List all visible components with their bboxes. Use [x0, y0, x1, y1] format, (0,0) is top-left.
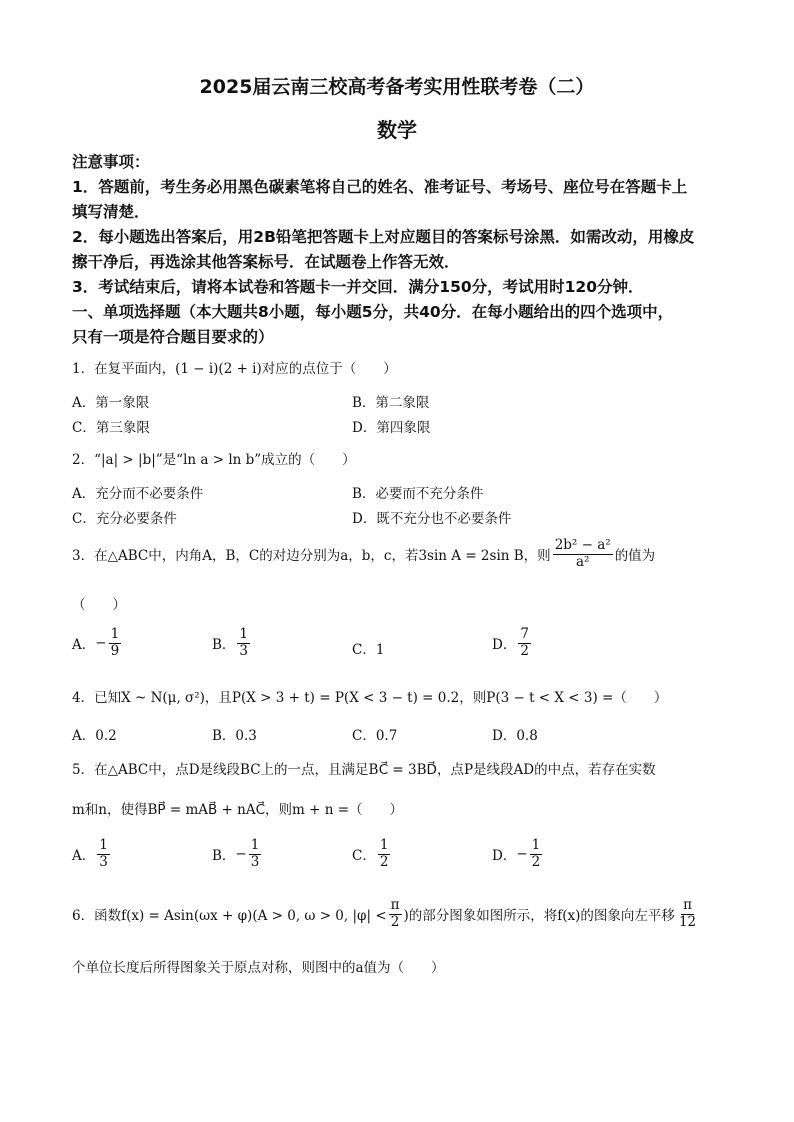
question-3-stem-tail: 的值为 — [614, 548, 656, 565]
question-4-stem: 4．已知X ~ N(μ, σ²)，且P(X > 3 + t) = P(X < 3 − t) = 0.2，则P(3 − t < X < 3) =（ ） — [72, 690, 668, 706]
fraction-denominator: 12 — [678, 913, 697, 930]
fraction-numerator: 1 — [110, 626, 120, 642]
question-5-option-c — [352, 838, 392, 870]
question-3-answer-paren: （ ） — [72, 597, 126, 613]
question-3-stem-line — [72, 538, 655, 570]
fraction-numerator: 1 — [250, 837, 260, 853]
note-line: 3．考试结束后，请将本试卷和答题卡一并交回．满分150分，考试用时120分钟． — [72, 278, 644, 296]
fraction-denominator: 9 — [110, 642, 120, 659]
fraction-numerator: 1 — [239, 626, 249, 642]
question-3-stem: 3．在△ABC中，内角A，B，C的对边分别为a，b，c，若3sin A = 2sin B，则 — [72, 548, 551, 565]
option-sign: − — [95, 635, 107, 652]
question-2-option-a: A．充分而不必要条件 — [72, 486, 204, 502]
fraction-numerator: 1 — [99, 837, 108, 853]
option-value: 1 — [375, 642, 385, 658]
option-label: D． — [492, 637, 517, 654]
question-6-stem-mid: )的部分图象如图所示，将f(x)的图象向左平移 — [403, 908, 675, 925]
pi-over-2-fraction — [389, 898, 402, 930]
question-5-stem: 5．在△ABC中，点D是线段BC上的一点，且满足BC⃗ = 3BD⃗，点P是线段AD的中点，若存在实数 — [72, 762, 656, 778]
question-5-stem-cont: m和n，使得BP⃗ = mAB⃗ + nAC⃗，则m + n =（ ） — [72, 802, 404, 818]
fraction-numerator: π — [390, 897, 400, 913]
fraction-denominator: 2 — [520, 642, 529, 659]
option-fraction — [530, 838, 543, 870]
option-label: A． — [72, 848, 96, 865]
question-5-option-d — [492, 838, 544, 870]
question-5-option-b — [212, 838, 263, 870]
question-4-option-d: D．0.8 — [492, 728, 538, 744]
option-label: A． — [72, 637, 96, 654]
section-heading: 一、单项选择题（本大题共8小题，每小题5分，共40分．在每小题给出的四个选项中， — [72, 303, 674, 321]
question-6-stem-line — [72, 898, 700, 930]
fraction-numerator: π — [683, 897, 692, 913]
section-heading-cont: 只有一项是符合题目要求的） — [72, 328, 274, 346]
question-4-option-b: B．0.3 — [212, 728, 257, 744]
notes-heading: 注意事项： — [72, 153, 150, 171]
fraction-denominator: 2 — [390, 913, 400, 930]
question-3-option-c — [352, 638, 384, 658]
fraction-denominator: 3 — [239, 642, 249, 659]
exam-title: 2025届云南三校高考备考实用性联考卷（二） — [199, 76, 595, 98]
question-5-option-a — [72, 838, 112, 870]
question-4-option-c: C．0.7 — [352, 728, 398, 744]
fraction-denominator: 2 — [379, 853, 389, 870]
subject-title: 数学 — [377, 118, 417, 142]
question-1-option-c: C．第三象限 — [72, 420, 150, 436]
question-3-option-b — [212, 627, 252, 659]
fraction-denominator: 3 — [99, 853, 108, 870]
option-fraction — [249, 838, 262, 870]
question-3-option-a — [72, 627, 123, 659]
question-3-fraction — [553, 538, 613, 570]
option-label: C． — [352, 642, 376, 658]
fraction-denominator: a² — [575, 553, 590, 570]
option-sign: − — [516, 846, 528, 863]
question-6-stem-cont: 个单位长度后所得图象关于原点对称，则图中的a值为（ ） — [72, 960, 445, 976]
option-fraction — [378, 838, 391, 870]
note-line: 擦干净后，再选涂其他答案标号．在试题卷上作答无效． — [72, 253, 460, 271]
option-label: C． — [352, 848, 376, 865]
question-2-option-c: C．充分必要条件 — [72, 511, 177, 527]
option-label: B． — [212, 848, 236, 865]
question-2-option-d: D．既不充分也不必要条件 — [352, 511, 512, 527]
question-1-option-a: A．第一象限 — [72, 395, 150, 411]
option-label: D． — [492, 848, 517, 865]
fraction-numerator: 1 — [531, 837, 541, 853]
option-fraction — [237, 627, 250, 659]
pi-over-12-fraction — [677, 898, 698, 930]
option-fraction — [518, 627, 531, 659]
question-4-option-a: A．0.2 — [72, 728, 117, 744]
fraction-numerator: 1 — [379, 837, 389, 853]
question-1-option-b: B．第二象限 — [352, 395, 430, 411]
question-2-stem: 2．“|a| > |b|”是“ln a > ln b”成立的（ ） — [72, 452, 356, 468]
note-line: 1．答题前，考生务必用黑色碳素笔将自己的姓名、准考证号、考场号、座位号在答题卡上 — [72, 178, 688, 196]
fraction-denominator: 3 — [250, 853, 260, 870]
note-line: 2．每小题选出答案后，用2B铅笔把答题卡上对应题目的答案标号涂黑．如需改动，用橡皮 — [72, 228, 695, 246]
question-3-option-d — [492, 627, 533, 659]
fraction-numerator: 2b² − a² — [554, 537, 611, 553]
question-6-stem: 6．函数f(x) = Asin(ωx + φ)(A > 0, ω > 0, |φ| < — [72, 908, 387, 925]
question-1-option-d: D．第四象限 — [352, 420, 431, 436]
option-label: B． — [212, 637, 236, 654]
option-sign: − — [235, 846, 247, 863]
fraction-denominator: 2 — [531, 853, 541, 870]
note-line: 填写清楚． — [72, 203, 150, 221]
fraction-numerator: 7 — [520, 626, 529, 642]
question-2-option-b: B．必要而不充分条件 — [352, 486, 484, 502]
option-fraction — [109, 627, 122, 659]
question-1-stem: 1．在复平面内，(1 − i)(2 + i)对应的点位于（ ） — [72, 361, 397, 377]
option-fraction — [97, 838, 110, 870]
